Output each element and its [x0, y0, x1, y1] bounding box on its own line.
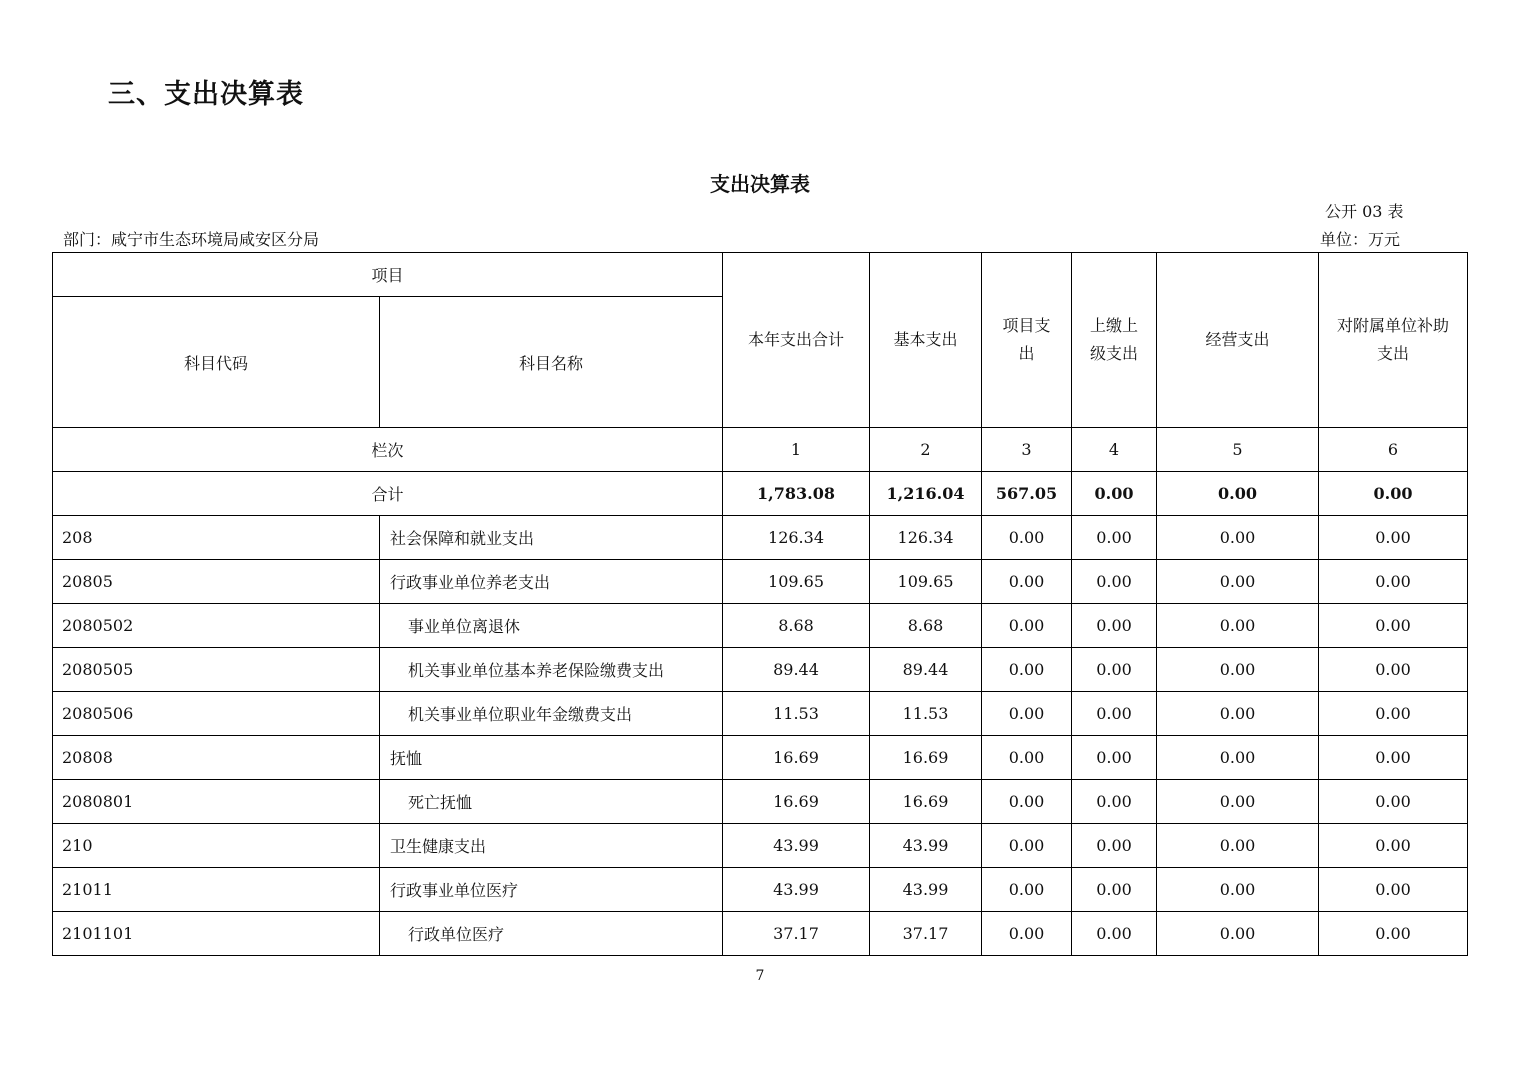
subject-code: 2080801 — [53, 780, 380, 824]
amount-cell: 0.00 — [1072, 824, 1157, 868]
amount-cell: 0.00 — [1319, 780, 1468, 824]
amount-cell: 16.69 — [870, 780, 982, 824]
amount-cell: 8.68 — [723, 604, 870, 648]
subject-name: 机关事业单位职业年金缴费支出 — [380, 692, 723, 736]
form-number: 公开 03 表 — [1325, 202, 1404, 221]
amount-cell: 0.00 — [1157, 868, 1319, 912]
subject-code: 21011 — [53, 868, 380, 912]
expenditure-table — [52, 252, 1468, 956]
amount-cell: 0.00 — [1319, 868, 1468, 912]
amount-cell: 0.00 — [1157, 736, 1319, 780]
subject-code: 210 — [53, 824, 380, 868]
amount-cell: 0.00 — [1072, 912, 1157, 956]
amount-cell: 11.53 — [870, 692, 982, 736]
subject-code: 208 — [53, 516, 380, 560]
header-item: 项目 — [53, 253, 723, 297]
subject-name: 机关事业单位基本养老保险缴费支出 — [380, 648, 723, 692]
amount-cell: 0.00 — [1319, 516, 1468, 560]
subject-name: 行政事业单位医疗 — [380, 868, 723, 912]
amount-cell: 0.00 — [1319, 912, 1468, 956]
amount-cell: 0.00 — [1157, 648, 1319, 692]
amount-cell: 0.00 — [982, 516, 1072, 560]
amount-cell: 0.00 — [1072, 648, 1157, 692]
amount-cell: 0.00 — [982, 824, 1072, 868]
total-value: 1,783.08 — [723, 472, 870, 516]
table-title: 支出决算表 — [710, 172, 810, 196]
header-col-4: 上缴上 级支出 — [1072, 253, 1157, 428]
column-number: 1 — [723, 428, 870, 472]
total-value: 0.00 — [1157, 472, 1319, 516]
column-number: 4 — [1072, 428, 1157, 472]
subject-name: 卫生健康支出 — [380, 824, 723, 868]
column-number: 2 — [870, 428, 982, 472]
header-col-3: 项目支 出 — [982, 253, 1072, 428]
table-row — [53, 560, 1468, 604]
amount-cell: 0.00 — [1072, 604, 1157, 648]
amount-cell: 0.00 — [1157, 780, 1319, 824]
amount-cell: 0.00 — [982, 648, 1072, 692]
table-row — [53, 736, 1468, 780]
amount-cell: 0.00 — [1072, 780, 1157, 824]
amount-cell: 0.00 — [1157, 912, 1319, 956]
amount-cell: 16.69 — [870, 736, 982, 780]
table-row — [53, 780, 1468, 824]
section-heading: 三、支出决算表 — [108, 79, 304, 110]
subject-name: 事业单位离退休 — [380, 604, 723, 648]
amount-cell: 89.44 — [870, 648, 982, 692]
amount-cell: 8.68 — [870, 604, 982, 648]
amount-cell: 0.00 — [1072, 692, 1157, 736]
amount-cell: 0.00 — [982, 868, 1072, 912]
unit-label: 单位：万元 — [1320, 230, 1401, 249]
amount-cell: 0.00 — [1319, 648, 1468, 692]
total-value: 1,216.04 — [870, 472, 982, 516]
table-row — [53, 824, 1468, 868]
total-value: 567.05 — [982, 472, 1072, 516]
amount-cell: 109.65 — [870, 560, 982, 604]
header-code: 科目代码 — [53, 297, 380, 428]
amount-cell: 0.00 — [1072, 516, 1157, 560]
amount-cell: 0.00 — [982, 692, 1072, 736]
amount-cell: 109.65 — [723, 560, 870, 604]
total-value: 0.00 — [1072, 472, 1157, 516]
amount-cell: 37.17 — [723, 912, 870, 956]
amount-cell: 0.00 — [1319, 824, 1468, 868]
subject-code: 2080506 — [53, 692, 380, 736]
amount-cell: 126.34 — [870, 516, 982, 560]
header-col-2: 基本支出 — [870, 253, 982, 428]
amount-cell: 0.00 — [1072, 560, 1157, 604]
subject-code: 2101101 — [53, 912, 380, 956]
table-row — [53, 868, 1468, 912]
table-row — [53, 648, 1468, 692]
amount-cell: 0.00 — [1072, 868, 1157, 912]
amount-cell: 16.69 — [723, 736, 870, 780]
subject-code: 20808 — [53, 736, 380, 780]
amount-cell: 0.00 — [982, 736, 1072, 780]
subject-name: 行政单位医疗 — [380, 912, 723, 956]
subject-code: 20805 — [53, 560, 380, 604]
amount-cell: 0.00 — [1319, 736, 1468, 780]
column-row-label: 栏次 — [53, 428, 723, 472]
amount-cell: 0.00 — [1157, 604, 1319, 648]
amount-cell: 11.53 — [723, 692, 870, 736]
amount-cell: 0.00 — [1157, 560, 1319, 604]
subject-code: 2080502 — [53, 604, 380, 648]
amount-cell: 43.99 — [723, 824, 870, 868]
subject-name: 抚恤 — [380, 736, 723, 780]
header-col-1: 本年支出合计 — [723, 253, 870, 428]
amount-cell: 0.00 — [1319, 604, 1468, 648]
amount-cell: 0.00 — [982, 560, 1072, 604]
amount-cell: 43.99 — [870, 868, 982, 912]
subject-name: 社会保障和就业支出 — [380, 516, 723, 560]
subject-name: 死亡抚恤 — [380, 780, 723, 824]
total-value: 0.00 — [1319, 472, 1468, 516]
page-number: 7 — [755, 968, 765, 984]
amount-cell: 0.00 — [1157, 516, 1319, 560]
amount-cell: 0.00 — [1157, 824, 1319, 868]
table-row — [53, 604, 1468, 648]
table-row — [53, 912, 1468, 956]
header-col-5: 经营支出 — [1157, 253, 1319, 428]
subject-code: 2080505 — [53, 648, 380, 692]
header-name: 科目名称 — [380, 297, 723, 428]
column-number: 6 — [1319, 428, 1468, 472]
department-label: 部门：咸宁市生态环境局咸安区分局 — [63, 230, 320, 249]
amount-cell: 0.00 — [982, 780, 1072, 824]
table-row — [53, 516, 1468, 560]
amount-cell: 37.17 — [870, 912, 982, 956]
amount-cell: 0.00 — [982, 604, 1072, 648]
amount-cell: 0.00 — [1072, 736, 1157, 780]
header-col-6: 对附属单位补助 支出 — [1319, 253, 1468, 428]
amount-cell: 89.44 — [723, 648, 870, 692]
amount-cell: 16.69 — [723, 780, 870, 824]
subject-name: 行政事业单位养老支出 — [380, 560, 723, 604]
amount-cell: 0.00 — [1157, 692, 1319, 736]
amount-cell: 126.34 — [723, 516, 870, 560]
amount-cell: 0.00 — [982, 912, 1072, 956]
amount-cell: 0.00 — [1319, 692, 1468, 736]
total-row-label: 合计 — [53, 472, 723, 516]
table-row — [53, 692, 1468, 736]
amount-cell: 0.00 — [1319, 560, 1468, 604]
amount-cell: 43.99 — [870, 824, 982, 868]
column-number: 3 — [982, 428, 1072, 472]
column-number: 5 — [1157, 428, 1319, 472]
amount-cell: 43.99 — [723, 868, 870, 912]
